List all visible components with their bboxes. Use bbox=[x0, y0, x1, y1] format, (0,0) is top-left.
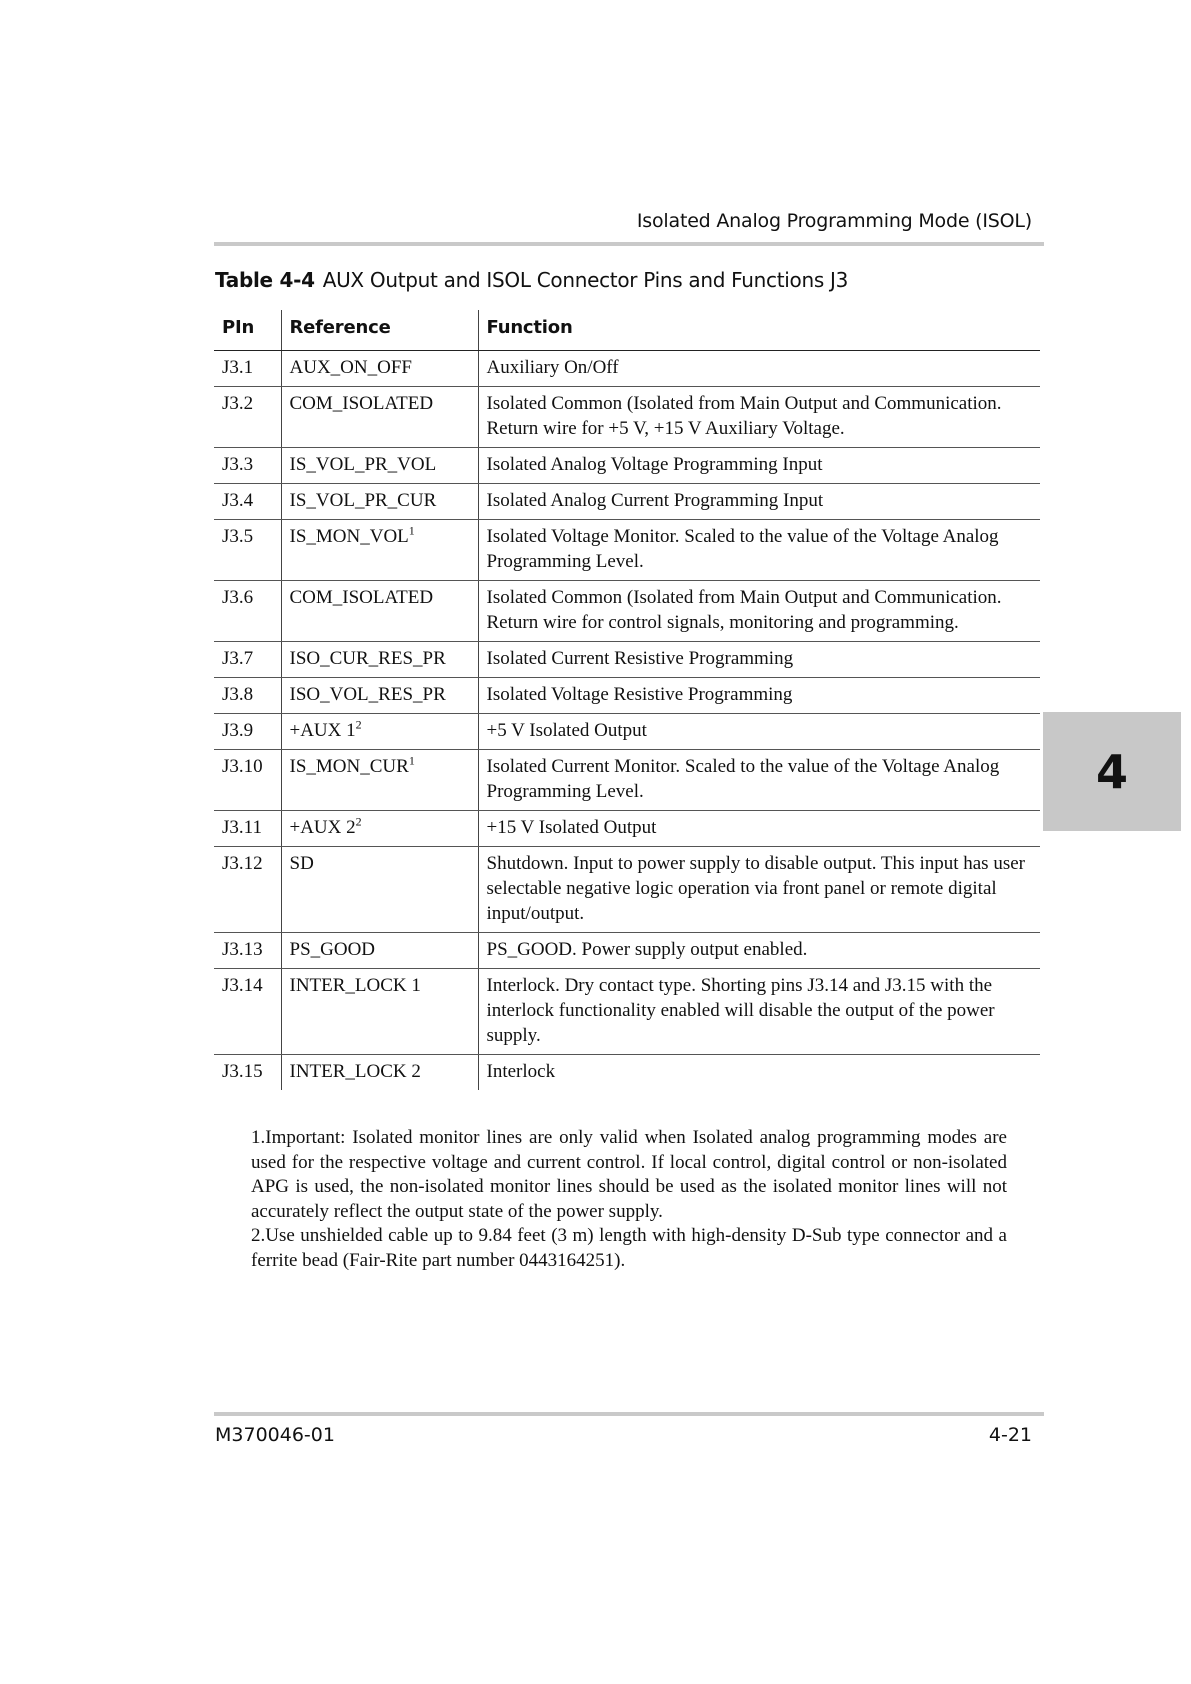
function-cell: Isolated Common (Isolated from Main Output and Communication. Return wire for control signals, monitoring and programming. bbox=[478, 581, 1040, 642]
footnote-marker: 1 bbox=[408, 523, 415, 538]
pin-cell: J3.15 bbox=[222, 1061, 263, 1082]
table-row bbox=[214, 847, 1040, 933]
reference-text: AUX_ON_OFF bbox=[289, 357, 412, 378]
reference-cell bbox=[281, 520, 478, 581]
table-row bbox=[214, 750, 1040, 811]
reference-text: IS_MON_VOL bbox=[289, 526, 409, 547]
pin-cell: J3.8 bbox=[214, 678, 281, 714]
function-cell: Isolated Analog Voltage Programming Input bbox=[478, 448, 1040, 484]
reference-text: INTER_LOCK 1 bbox=[289, 975, 421, 996]
reference-cell bbox=[281, 351, 478, 387]
pin-cell: J3.11 bbox=[214, 811, 281, 847]
reference-cell bbox=[281, 678, 478, 714]
column-header-function: Function bbox=[478, 310, 1040, 351]
reference-text: COM_ISOLATED bbox=[289, 587, 434, 608]
table-row bbox=[214, 969, 1040, 1055]
footer-rule bbox=[214, 1412, 1044, 1416]
header-rule bbox=[214, 242, 1044, 246]
reference-text: +AUX 2 bbox=[289, 817, 356, 838]
pin-function-table bbox=[214, 310, 1040, 1090]
table-row bbox=[214, 351, 1040, 387]
function-cell: PS_GOOD. Power supply output enabled. bbox=[478, 933, 1040, 969]
table-row bbox=[214, 484, 1040, 520]
table-footnotes bbox=[251, 1126, 1007, 1274]
footnote-marker: 2 bbox=[355, 717, 362, 732]
pin-cell: J3.13 bbox=[214, 933, 281, 969]
function-cell: Isolated Analog Current Programming Input bbox=[478, 484, 1040, 520]
pin-cell: J3.3 bbox=[214, 448, 281, 484]
footnote-2: 2.Use unshielded cable up to 9.84 feet (3 m) length with high-density D-Sub type connector and a ferrite bead (Fair-Rite part number 0443164251). bbox=[251, 1225, 1007, 1271]
function-cell: +5 V Isolated Output bbox=[478, 714, 1040, 750]
running-header: Isolated Analog Programming Mode (ISOL) bbox=[636, 210, 1032, 232]
table-row bbox=[214, 933, 1040, 969]
table-header-row bbox=[214, 310, 1040, 351]
function-cell: Interlock. Dry contact type. Shorting pins J3.14 and J3.15 with the interlock functionality enabled will disable the output of the power supply. bbox=[478, 969, 1040, 1055]
pin-cell: J3.1 bbox=[214, 351, 281, 387]
footer-page-number: 4-21 bbox=[988, 1424, 1032, 1446]
pin-cell: J3.2 bbox=[214, 387, 281, 448]
reference-text: +AUX 1 bbox=[289, 720, 356, 741]
function-cell: Isolated Current Monitor. Scaled to the value of the Voltage Analog Programming Level. bbox=[478, 750, 1040, 811]
reference-cell bbox=[281, 581, 478, 642]
reference-cell bbox=[281, 750, 478, 811]
column-header-reference: Reference bbox=[281, 310, 478, 351]
pin-cell: J3.10 bbox=[214, 750, 281, 811]
function-cell: Isolated Voltage Monitor. Scaled to the value of the Voltage Analog Programming Level. bbox=[478, 520, 1040, 581]
table-caption-title: AUX Output and ISOL Connector Pins and Functions J3 bbox=[322, 268, 849, 292]
function-cell: Shutdown. Input to power supply to disable output. This input has user selectable negative logic operation via front panel or remote digital input/output. bbox=[478, 847, 1040, 933]
function-cell: Isolated Current Resistive Programming bbox=[478, 642, 1040, 678]
function-cell: Isolated Common (Isolated from Main Output and Communication. Return wire for +5 V, +15 V Auxiliary Voltage. bbox=[478, 387, 1040, 448]
table-row bbox=[214, 714, 1040, 750]
table-row bbox=[214, 642, 1040, 678]
table-row bbox=[214, 581, 1040, 642]
pin-cell: J3.5 bbox=[214, 520, 281, 581]
column-header-pin: PIn bbox=[214, 310, 281, 351]
reference-text: PS_GOOD bbox=[289, 939, 376, 960]
table-row bbox=[214, 678, 1040, 714]
reference-cell bbox=[281, 1055, 478, 1091]
function-cell: Auxiliary On/Off bbox=[478, 351, 1040, 387]
chapter-tab bbox=[1043, 712, 1181, 831]
footnote-marker: 1 bbox=[408, 753, 415, 768]
reference-text: ISO_CUR_RES_PR bbox=[289, 648, 446, 669]
table-caption-label: Table 4-4 bbox=[215, 268, 315, 292]
reference-text: IS_MON_CUR bbox=[289, 756, 409, 777]
function-cell: Interlock bbox=[478, 1055, 1040, 1091]
reference-cell bbox=[281, 847, 478, 933]
reference-text: IS_VOL_PR_VOL bbox=[289, 454, 437, 475]
table-caption bbox=[215, 268, 848, 292]
table-row bbox=[214, 448, 1040, 484]
reference-text: COM_ISOLATED bbox=[289, 393, 434, 414]
reference-cell bbox=[281, 387, 478, 448]
footnote-1: 1.Important: Isolated monitor lines are only valid when Isolated analog programming modes are used for the respective voltage and current control. If local control, digital control or non-isolated APG is used, the non-isolated monitor lines should be used as the isolated monitor lines will not accurately reflect the output state of the power supply. bbox=[251, 1127, 1007, 1222]
reference-text: SD bbox=[289, 853, 314, 874]
reference-text: ISO_VOL_RES_PR bbox=[289, 684, 446, 705]
reference-cell bbox=[281, 484, 478, 520]
pin-cell: J3.14 bbox=[214, 969, 281, 1055]
function-cell: +15 V Isolated Output bbox=[478, 811, 1040, 847]
reference-text: INTER_LOCK 2 bbox=[289, 1061, 421, 1082]
reference-text: IS_VOL_PR_CUR bbox=[289, 490, 437, 511]
reference-cell bbox=[281, 642, 478, 678]
pin-cell: J3.7 bbox=[214, 642, 281, 678]
reference-cell bbox=[281, 811, 478, 847]
pin-cell: J3.6 bbox=[214, 581, 281, 642]
table-body bbox=[214, 351, 1040, 1091]
chapter-tab-number: 4 bbox=[1095, 744, 1128, 799]
function-cell: Isolated Voltage Resistive Programming bbox=[478, 678, 1040, 714]
table-row bbox=[214, 1055, 1040, 1091]
pin-cell: J3.4 bbox=[214, 484, 281, 520]
footer-doc-number: M370046-01 bbox=[215, 1424, 335, 1446]
footnote-marker: 2 bbox=[355, 814, 362, 829]
reference-cell bbox=[281, 714, 478, 750]
table-row bbox=[214, 387, 1040, 448]
table-row bbox=[214, 811, 1040, 847]
pin-cell: J3.12 bbox=[214, 847, 281, 933]
reference-cell bbox=[281, 933, 478, 969]
reference-cell bbox=[281, 969, 478, 1055]
reference-cell bbox=[281, 448, 478, 484]
pin-cell: J3.9 bbox=[214, 714, 281, 750]
table-row bbox=[214, 520, 1040, 581]
